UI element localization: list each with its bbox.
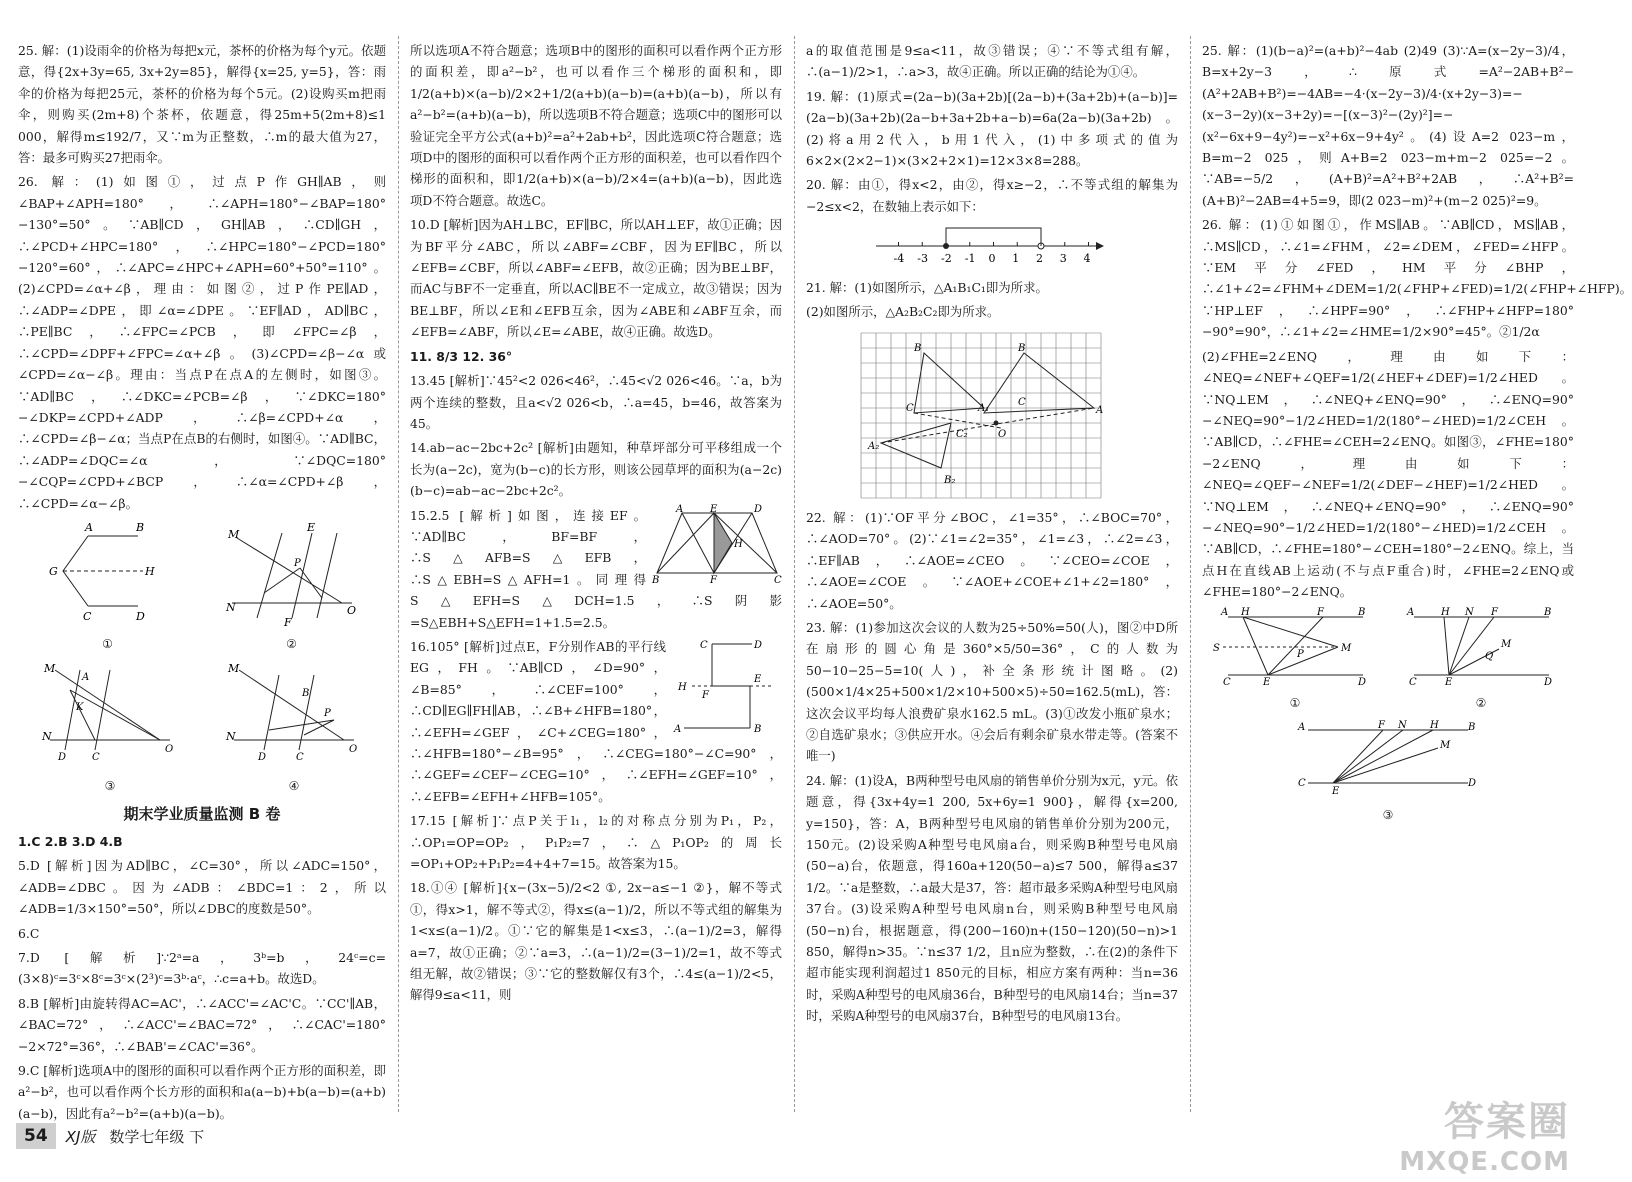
answers-1-4: 1.C 2.B 3.D 4.B — [18, 833, 123, 849]
svg-text:D: D — [1543, 676, 1552, 688]
svg-text:D: D — [1468, 778, 1477, 790]
answer-22: 22. 解：(1)∵OF平分∠BOC，∠1=35°，∴∠BOC=70°，∴∠AOD=70°。(2)∵∠1=∠2=35°，∠1=∠3，∴∠2=∠3，∴EF∥AB，∴∠AOE=∠CEO。∵∠CEO=∠COE，∴∠AOE=∠COE。∵∠AOE+∠COE+∠1+∠2=180°，∴∠AOE=50°。 — [806, 509, 1178, 611]
svg-text:B: B — [1468, 722, 1476, 734]
svg-text:E: E — [754, 673, 762, 685]
svg-text:D: D — [58, 751, 67, 763]
answer-8: 8.B [解析]由旋转得AC=AC'，∴∠ACC'=∠AC'C。∵CC'∥AB，∠BAC=72°，∴∠ACC'=∠BAC=72°，∴∠CAC'=180°−2×72°=36°，∴∠BAB'=∠CAC'=36°。 — [18, 995, 386, 1054]
grid-figure-21 — [806, 325, 1178, 500]
svg-text:N: N — [42, 729, 52, 743]
number-line-tick-label: 1 — [1012, 252, 1020, 266]
number-line-tick-label: -1 — [964, 252, 976, 266]
answer-18: 18.①④ [解析]{x−(3x−5)/2<2 ①, 2x−a≤−1 ②}，解不等式①，得x>1，解不等式②，得x≤(a−1)/2，所以不等式组的解集为1<x≤(a−1)/2。①∵它的解集是1<x≤3，∴(a−1)/2=3，解得a=7，故①正确；②∵a=3，∴(a−1)/2=(3−1)/2=1，故不等式组无解，故②错误；③∵它的整数解仅有3个，∴4≤(a−1)/2<5，解得9≤a<11，则 — [410, 880, 782, 1003]
subject-label: 数学七年级 下 — [109, 1127, 205, 1146]
column-4 — [1202, 40, 1632, 1115]
svg-text:D: D — [258, 751, 267, 763]
svg-text:C: C — [700, 639, 708, 651]
svg-text:B: B — [1357, 606, 1365, 618]
figure-1 — [43, 518, 173, 656]
svg-text:N: N — [1398, 720, 1407, 732]
number-line-tick-label: -2 — [941, 252, 952, 266]
figure-26-3-label: ③ — [1382, 807, 1394, 822]
figure-4-label: ④ — [288, 779, 300, 794]
svg-text:M: M — [44, 661, 56, 675]
svg-text:C: C — [1298, 778, 1306, 790]
figure-16-diagram — [672, 636, 782, 736]
svg-text:C: C — [1018, 397, 1026, 409]
number-line-ticks — [894, 242, 1091, 265]
figure-15-trapezoid — [652, 503, 782, 586]
answer-13: 13.45 [解析]∵45²<2 026<46²，∴45<√2 026<46。∵a，b为两个连续的整数，且a<√2 026<b，∴a=45，b=46，故答案为45。 — [410, 373, 782, 431]
figure-row-1 — [18, 518, 386, 656]
svg-text:A: A — [1298, 722, 1306, 734]
svg-text:G: G — [48, 564, 58, 578]
answer-24: 24. 解：(1)设A，B两种型号电风扇的销售单价分别为x元，y元。依题意，得{3x+4y=1 200, 5x+6y=1 900}，解得{x=200, y=150}，答：A，B两种型号电风扇的销售单价分别为200元，150元。(2)设采购A种型号电风扇a台，则采购B种型号电风扇(50−a)台，依题意，得160a+120(50−a)≤7 500，解得a≤37 1/2。∵a是整数，∴a最大是37，答：超市最多采购A种型号电风扇37台。(3)设采购A种型号电风扇n台，则采购B种型号电风扇(50−n)台，根据题意，得(200−160)n+(150−120)(50−n)>1 850，解得n>35。∵n≤37 1/2，且n应为整数，∴在(2)的条件下超市能实现利润超过1 850元的目标，相应方案有两种：当n=36时，采购A种型号的电风扇36台，B种型号的电风扇14台；当n=37时，采购A种型号的电风扇37台，B种型号的电风扇13台。 — [806, 772, 1178, 1024]
svg-text:M: M — [228, 661, 240, 675]
column-separator-3 — [1190, 36, 1191, 1112]
answer-15: 15.2.5 [解析]如图，连接EF。∵AD∥BC，BF=BF，∴S△AFB=S△EFB，∴S△EBH=S△AFH=1。同理得S△EFH=S△DCH=1.5，∴S阴影=S△EBH+S△EFH=1+1.5=2.5。 — [410, 507, 782, 630]
answer-25-b: 25. 解：(1)(b−a)²=(a+b)²−4ab (2)49 (3)∵A=(x−2y−3)/4，B=x+2y−3，∴原式=A²−2AB+B²−(A²+2AB+B²)=−4AB=−4·(x−2y−3)/4·(x+2y−3)=−(x−3−2y)(x−3+2y)=−[(x−3)²−(2y)²]=−(x²−6x+9−4y²)=−x²+6x−9+4y²。(4)设A=2 023−m，B=m−2 025，则A+B=2 023−m+m−2 025=−2。∵AB=−5/2，(A+B)²=A²+B²+2AB，∴A²+B²=(A+B)²−2AB=4+5=9，即(2 023−m)²+(m−2 025)²=9。 — [1202, 43, 1574, 208]
svg-text:D: D — [1357, 676, 1366, 688]
answer-16-block — [410, 636, 782, 807]
svg-text:N: N — [226, 729, 236, 743]
number-line-tick-label: -4 — [893, 252, 905, 266]
svg-text:H: H — [144, 564, 155, 578]
answer-9: 9.C [解析]选项A中的图形的面积可以看作两个正方形的面积差，即a²−b²，也可以看作两个长方形的面积和a(a−b)+b(a−b)=(a+b)(a−b)，因此有a²−b²=(a+b)(a−b)。 — [18, 1063, 386, 1121]
svg-text:F: F — [1316, 606, 1324, 618]
answer-26-part-2: (2)∠FHE=2∠ENQ，理由如下：∠NEQ=∠NEF+∠QEF=1/2(∠HEF+∠DEF)=1/2∠HED。∵NQ⊥EM，∴∠NEQ+∠ENQ=90°，∴∠ENQ=90°−∠NEQ=90°−1/2∠HED=1/2(180°−∠HED)=1/2∠CEH。∵AB∥CD，∴∠FHE=∠CEH=2∠ENQ。如图③，∠FHE=180°−2∠ENQ，理由如下：∠NEQ=∠QEF−∠NEF=1/2(∠DEF−∠HEF)=1/2∠HED。∵NQ⊥EM，∴∠NEQ+∠ENQ=90°，∴∠ENQ=90°−∠NEQ=90°−1/2∠HED=1/2(180°−∠HED)=1/2∠CEH。∵AB∥CD，∴∠FHE=180°−∠CEH=180°−2∠ENQ。综上，当点H在直线AB上运动(不与点F重合)时，∠FHE=2∠ENQ或∠FHE=180°−2∠ENQ。 — [1202, 348, 1574, 600]
answer-26-part-1: 26. 解：(1)①如图①，作MS∥AB。∵AB∥CD，MS∥AB，∴MS∥CD，∴∠1=∠FHM，∠2=∠DEM，∠FED=∠HFP。∵EM平分∠FED，HM平分∠BHP，∴∠1+∠2=∠FHM+∠DEM=1/2(∠FHP+∠FED)=1/2(∠FHP+∠HFP)。∵HP⊥EF，∴∠HPF=90°，∴∠FHP+∠HFP=180°−90°=90°，∴∠1+∠2=∠HME=1/2×90°=45°。②1/2α — [1202, 217, 1632, 340]
svg-text:A: A — [1406, 606, 1414, 618]
svg-text:M: M — [227, 527, 239, 541]
svg-text:C₂: C₂ — [956, 429, 968, 441]
figure-2-label: ② — [286, 637, 297, 652]
page-number: 54 — [16, 1123, 56, 1149]
svg-text:N: N — [1464, 606, 1474, 618]
svg-text:B: B — [135, 520, 144, 534]
answer-26: 26. 解：(1)如图①，过点P作GH∥AB，则∠BAP+∠APH=180°，∴∠APH=180°−∠BAP=180°−130°=50°。∵AB∥CD，GH∥AB，∴CD∥GH，∴∠PCD+∠HPC=180°，∴∠HPC=180°−∠PCD=180°−120°=60°，∴∠APC=∠HPC+∠APH=60°+50°=110°。(2)∠CPD=∠α+∠β，理由：如图②，过P作PE∥AD，∴∠ADP=∠DPE，即∠α=∠DPE。∵EF∥AD，AD∥BC，∴PE∥BC，∴∠FPC=∠PCB，即∠FPC=∠β，∴∠CPD=∠DPF+∠FPC=∠α+∠β。(3)∠CPD=∠β−∠α或∠CPD=∠α−∠β。理由：当点P在点A的左侧时，如图③。∵AD∥BC，∴∠DKC=∠PCB=∠β，∵∠DKC=180°−∠DKP=∠CPD+∠ADP，∴∠β=∠CPD+∠α，∴∠CPD=∠β−∠α；当点P在点B的右侧时，如图④。∵AD∥BC，∴∠ADP=∠DQC=∠α，∵∠DQC=180°−∠CQP=∠CPD+∠BCP，∴∠α=∠CPD+∠β，∴∠CPD=∠α−∠β。 — [18, 174, 386, 511]
svg-text:A₁: A₁ — [978, 403, 990, 415]
answer-21-part-2: (2)如图所示，△A₂B₂C₂即为所求。 — [806, 304, 1000, 320]
svg-text:B: B — [302, 687, 310, 699]
svg-text:A₂: A₂ — [868, 441, 880, 453]
svg-text:M: M — [1500, 638, 1511, 650]
svg-text:F: F — [1378, 720, 1385, 732]
svg-text:O: O — [346, 603, 356, 617]
svg-text:C: C — [774, 574, 782, 586]
figure-2-diagram — [222, 518, 362, 628]
svg-text:O: O — [998, 429, 1007, 441]
svg-text:E: E — [1444, 676, 1452, 688]
figure-3-label: ③ — [104, 779, 116, 794]
svg-text:F: F — [702, 689, 709, 701]
svg-text:K: K — [76, 701, 84, 713]
svg-text:B: B — [1543, 606, 1551, 618]
svg-text:B: B — [914, 343, 922, 355]
svg-text:C: C — [296, 751, 304, 763]
answer-23: 23. 解：(1)参加这次会议的人数为25÷50%=50(人)，图②中D所在扇形的圆心角是360°×5/50=36°，C的人数为50−10−25−5=10(人)，补全条形统计图略。(2)(500×1/4×25+500×1/2×10+500×5)÷50=162.5(mL)，答：这次会议平均每人浪费矿泉水162.5 mL。(3)①改发小瓶矿泉水；②自选矿泉水；③供应开水。④会后有剩余矿泉水带走等。(答案不唯一) — [806, 619, 1178, 764]
svg-text:E: E — [1262, 676, 1270, 688]
figure-3 — [40, 660, 180, 798]
svg-text:C: C — [1408, 676, 1417, 688]
svg-text:B: B — [754, 723, 762, 735]
figure-1-label: ① — [102, 637, 113, 652]
figure-row-26 — [1202, 607, 1574, 715]
number-line-tick-label: 0 — [988, 252, 996, 266]
svg-text:P: P — [1296, 648, 1304, 660]
column-2 — [410, 40, 782, 1115]
svg-text:C: C — [906, 403, 914, 415]
figure-26-1-label: ① — [1289, 695, 1301, 710]
svg-text:F: F — [1490, 606, 1498, 618]
answer-25: 25. 解：(1)设雨伞的价格为每把x元，茶杯的价格为每个y元。依题意，得{2x+3y=65, 3x+2y=85}，解得{x=25, y=5}，答：雨伞的价格为每把25元，茶杯的价格为每个5元。(2)设购买m把雨伞，则购买(2m+8)个茶杯，依题意，得25m+5(2m+8)≤1 000，解得m≤192/7，又∵m为正整数，∴m的最大值为27，答：最多可购买27把雨伞。 — [18, 43, 386, 166]
answer-7: 7.D [解析]∵2ᵃ=a，3ᵇ=b，24ᶜ=c=(3×8)ᶜ=3ᶜ×8ᶜ=3ᶜ×(2³)ᶜ=3ᵇ·aᶜ，∴c=a+b。故选D。 — [18, 950, 386, 987]
answer-16: 16.105° [解析]过点E，F分别作AB的平行线EG，FH。∵AB∥CD，∠D=90°，∠B=85°，∴∠CEF=100°，∴CD∥EG∥FH∥AB，∴∠B+∠HFB=180°，∴∠EFH=∠GEF，∠C+∠CEG=180°，∴∠HFB=180°−∠B=95°，∴∠CEG=180°−∠C=90°，∴∠GEF=∠CEF−∠CEG=10°，∴∠EFH=∠GEF=10°，∴∠EFB=∠EFH+∠HFB=105°。 — [410, 638, 782, 804]
watermark — [1399, 1090, 1570, 1177]
svg-text:E: E — [1332, 786, 1340, 798]
watermark-url: MXQE.COM — [1399, 1147, 1570, 1177]
svg-text:B₂: B₂ — [944, 475, 956, 487]
svg-text:C: C — [82, 609, 91, 623]
answer-17: 17.15 [解析]∵点P关于l₁，l₂的对称点分别为P₁，P₂，∴OP₁=OP=OP₂，P₁P₂=7，∴△P₁OP₂的周长=OP₁+OP₂+P₁P₂=4+4+7=15。故答案为15。 — [410, 813, 782, 872]
svg-text:H: H — [1430, 720, 1439, 732]
column-1 — [18, 40, 386, 1121]
answer-10: 10.D [解析]因为AH⊥BC，EF∥BC，所以AH⊥EF，故①正确；因为BF平分∠ABC，所以∠ABF=∠CBF，因为EF∥BC，所以∠EFB=∠CBF，所以∠ABF=∠EFB，故②正确；因为BE⊥BF，而AC与BF不一定垂直，所以AC∥BE不一定成立，故③错误；因为BE⊥BF，所以∠E和∠EFB互余，因为∠ABE和∠ABF互余，而∠EFB=∠ABF，所以∠E=∠ABE，故④正确。故选D。 — [410, 217, 782, 340]
answer-11-12: 11. 8/3 12. 36° — [410, 348, 513, 364]
svg-text:S: S — [1212, 642, 1220, 654]
number-line-tick-label: 4 — [1083, 252, 1091, 266]
svg-text:Q: Q — [1484, 650, 1493, 662]
figure-row-2 — [18, 660, 386, 798]
svg-text:A: A — [674, 723, 682, 735]
answer-20: 20. 解：由①，得x<2，由②，得x≥−2，∴不等式组的解集为−2≤x<2，在数轴上表示如下： — [806, 177, 1178, 214]
figure-26-3-diagram — [1288, 718, 1488, 798]
svg-text:H: H — [734, 538, 743, 550]
svg-text:H: H — [1240, 606, 1250, 618]
figure-26-2-label: ② — [1475, 695, 1487, 710]
svg-text:P: P — [293, 557, 301, 569]
svg-text:F: F — [283, 615, 292, 629]
column-separator-1 — [398, 36, 399, 1112]
svg-text:C: C — [1222, 676, 1231, 688]
svg-text:O: O — [165, 743, 174, 755]
number-line-tick-label: 2 — [1036, 252, 1043, 266]
svg-text:M: M — [1440, 740, 1451, 752]
svg-text:B: B — [652, 574, 660, 586]
figure-26-1 — [1213, 607, 1378, 715]
grid-lines — [861, 333, 1104, 498]
svg-text:A: A — [676, 503, 684, 515]
edition-label: XJ版 — [65, 1127, 96, 1146]
svg-text:A: A — [1220, 606, 1228, 618]
svg-text:E: E — [710, 503, 718, 515]
svg-text:C: C — [92, 751, 100, 763]
answer-19: 19. 解：(1)原式=(2a−b)(3a+2b)[(2a−b)+(3a+2b)+(a−b)]=(2a−b)(3a+2b)(2a−b+3a+2b+a−b)=6a(2a−b)(3a+2b)。(2)将a用2代入，b用1代入，(1)中多项式的值为6×2×(2×2−1)×(3×2+2×1)=12×3×8=288。 — [806, 88, 1178, 169]
figure-26-1-diagram — [1213, 607, 1378, 687]
column-separator-2 — [794, 36, 795, 1112]
answer-6: 6.C — [18, 925, 40, 941]
section-title: 期末学业质量监测 B 卷 — [123, 804, 281, 823]
column-3 — [806, 40, 1178, 1115]
svg-text:D: D — [135, 609, 145, 623]
figure-4-diagram — [224, 660, 364, 770]
svg-text:A: A — [1096, 405, 1104, 417]
svg-text:D: D — [754, 639, 763, 651]
answer-18-continued: a的取值范围是9≤a<11，故③错误；④∵不等式组有解，∴(a−1)/2>1，∴a>3，故④正确。所以正确的结论为①④。 — [806, 43, 1178, 80]
answer-15-block — [410, 505, 782, 633]
svg-text:E: E — [306, 520, 315, 534]
figure-26-2-diagram — [1399, 607, 1564, 687]
svg-text:A: A — [84, 520, 93, 534]
answer-9-continued: 所以选项A不符合题意；选项B中的图形的面积可以看作两个正方形的面积差，即a²−b²，也可以看作三个梯形的面积和，即1/2(a+b)×(a−b)/2×2+1/2(a+b)(a−b)=(a+b)(a−b)，所以有a²−b²=(a+b)(a−b)，所以选项B不符合题意；选项C中的图形可以验证完全平方公式(a+b)²=a²+2ab+b²，因此选项C符合题意；选项D中的图形的面积可以看作两个正方形的面积差，也可以看作四个梯形的面积和，即1/2(a+b)×(a−b)/2×4=(a+b)(a−b)，因此选项D不符合题意。故选C。 — [410, 43, 782, 208]
figure-4 — [224, 660, 364, 798]
answer-5: 5.D [解析]因为AD∥BC，∠C=30°，所以∠ADC=150°，∠ADB=∠DBC。因为∠ADB：∠BDC=1：2，所以∠ADB=1/3×150°=50°，所以∠DBC的度数是50°。 — [18, 858, 386, 917]
answer-21-part-1: 21. 解：(1)如图所示，△A₁B₁C₁即为所求。 — [806, 279, 1048, 295]
svg-text:M: M — [1340, 642, 1351, 654]
svg-text:P: P — [324, 707, 331, 719]
figure-1-diagram — [43, 518, 173, 628]
number-line-tick-label: 3 — [1059, 252, 1067, 266]
svg-text:H: H — [1440, 606, 1450, 618]
number-line-tick-label: -3 — [917, 252, 928, 266]
answer-14: 14.ab−ac−2bc+2c² [解析]由题知，种草坪部分可平移组成一个长为(a−2c)，宽为(b−c)的长方形，则该公园草坪的面积为(a−2c)(b−c)=ab−ac−2bc+2c²。 — [410, 440, 782, 499]
svg-text:B: B — [1018, 343, 1026, 355]
svg-text:A: A — [82, 671, 90, 683]
svg-text:D: D — [754, 503, 763, 515]
figure-3-diagram — [40, 660, 180, 770]
page-footer — [16, 1123, 204, 1149]
svg-text:N: N — [225, 600, 236, 614]
svg-text:F: F — [710, 574, 717, 586]
svg-text:O: O — [349, 743, 358, 755]
figure-26-2 — [1399, 607, 1564, 715]
watermark-title: 答案圈 — [1444, 1099, 1570, 1145]
figure-26-3 — [1202, 718, 1574, 826]
figure-2 — [222, 518, 362, 656]
number-line — [806, 220, 1178, 270]
svg-text:H: H — [678, 681, 687, 693]
